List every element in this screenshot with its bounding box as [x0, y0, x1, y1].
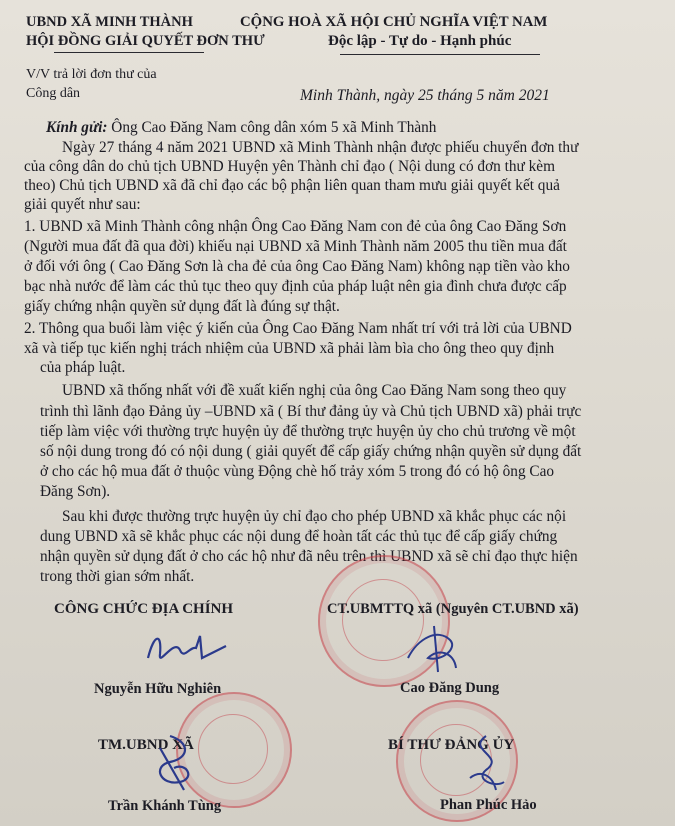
body-line: Sau khi được thường trực huyện ủy chỉ đạo cho phép UBND xã khắc phục các nội [62, 508, 567, 525]
body-line: trình thì lãnh đạo Đảng ủy –UBND xã ( Bí thư đảng ủy và Chủ tịch UBND xã) phải trực [40, 403, 582, 420]
signature-icon [456, 730, 516, 800]
body-line: bạc nhà nước để làm các thủ tục theo quy định của pháp luật nên gia đình chưa được cấp [24, 278, 567, 295]
signer-title: CÔNG CHỨC ĐỊA CHÍNH [54, 601, 234, 617]
signer-name: Phan Phúc Hảo [440, 797, 537, 813]
body-line: 2. Thông qua buổi làm việc ý kiến của Ông Cao Đăng Nam nhất trí với trả lời của UBND [24, 320, 572, 337]
org-name: UBND XÃ MINH THÀNH [26, 14, 193, 30]
body-line: của pháp luật. [40, 359, 126, 376]
signature-icon [398, 618, 468, 678]
body-line: của công dân do chủ tịch UBND Huyện yên Thành chỉ đạo ( Nội dung có đơn thư kèm [24, 158, 555, 175]
place-date: Minh Thành, ngày 25 tháng 5 năm 2021 [300, 87, 550, 104]
council-name: HỘI ĐỒNG GIẢI QUYẾT ĐƠN THƯ [26, 33, 265, 49]
body-line: ở đối với ông ( Cao Đăng Sơn là cha đẻ của ông Cao Đăng Nam) không nạp tiền vào kho [24, 258, 570, 275]
body-line: số nội dung trong đó có nội dung ( giải quyết để cấp giấy chứng nhận quyền sử dụng đất [40, 443, 582, 460]
signer-name: Trần Khánh Tùng [108, 798, 222, 814]
subject-line-2: Công dân [26, 86, 81, 101]
signer-name: Nguyễn Hữu Nghiên [94, 681, 222, 697]
body-line: Ngày 27 tháng 4 năm 2021 UBND xã Minh Thành nhận được phiếu chuyển đơn thư [62, 139, 579, 156]
subject-line-1: V/V trả lời đơn thư của [26, 67, 157, 82]
signer-title: CT.UBMTTQ xã (Nguyên CT.UBND xã) [327, 601, 579, 617]
recipient-label: Kính gửi: [46, 119, 108, 136]
org-underline [54, 52, 204, 53]
signer-title: TM.UBND XÃ [98, 737, 194, 753]
body-line: xã và tiếp tục kiến nghị trách nhiệm của UBND xã phải làm bìa cho ông theo quy định [24, 340, 555, 357]
signer-title: BÍ THƯ ĐẢNG ỦY [388, 737, 515, 753]
motto-underline [340, 54, 540, 55]
body-line: theo) Chủ tịch UBND xã đã chỉ đạo các bộ phận liên quan tham mưu giải quyết kết quả [24, 177, 560, 194]
body-line: giải quyết như sau: [24, 196, 141, 213]
body-line: ở cho các hộ mua đất ở thuộc vùng Động chè hố trảy xóm 5 trong đó có hộ ông Cao [40, 463, 555, 480]
recipient-line [46, 119, 436, 137]
recipient-text: Ông Cao Đăng Nam công dân xóm 5 xã Minh Thành [111, 119, 437, 136]
signature-icon [140, 628, 230, 672]
body-line: UBND xã thống nhất với đề xuất kiến nghị của ông Cao Đăng Nam song theo quy [62, 382, 567, 399]
body-line: tiếp làm việc với thường trực huyện ủy để thường trực huyện ủy cho chủ trương về một [40, 423, 576, 440]
nation-title: CỘNG HOÀ XÃ HỘI CHỦ NGHĨA VIỆT NAM [240, 14, 548, 30]
nation-motto: Độc lập - Tự do - Hạnh phúc [328, 33, 512, 49]
signature-icon [140, 728, 210, 798]
signer-name: Cao Đăng Dung [400, 680, 500, 696]
body-line: giấy chứng nhận quyền sử dụng đất là đúng sự thật. [24, 298, 340, 315]
body-line: 1. UBND xã Minh Thành công nhận Ông Cao Đăng Nam con đẻ của ông Cao Đăng Sơn [24, 218, 567, 235]
body-line: trong thời gian sớm nhất. [40, 568, 195, 585]
body-line: dung UBND xã sẽ khắc phục các nội dung để hoàn tất các thủ tục để cấp giấy chứng [40, 528, 558, 545]
body-line: (Người mua đất đã qua đời) khiếu nại UBND xã Minh Thành năm 2005 thu tiền mua đất [24, 238, 567, 255]
body-line: Đăng Sơn). [40, 483, 111, 500]
body-line: nhận quyền sử dụng đất ở cho các hộ như đã nêu trên thì UBND xã sẽ chỉ đạo thực hiện [40, 548, 578, 565]
